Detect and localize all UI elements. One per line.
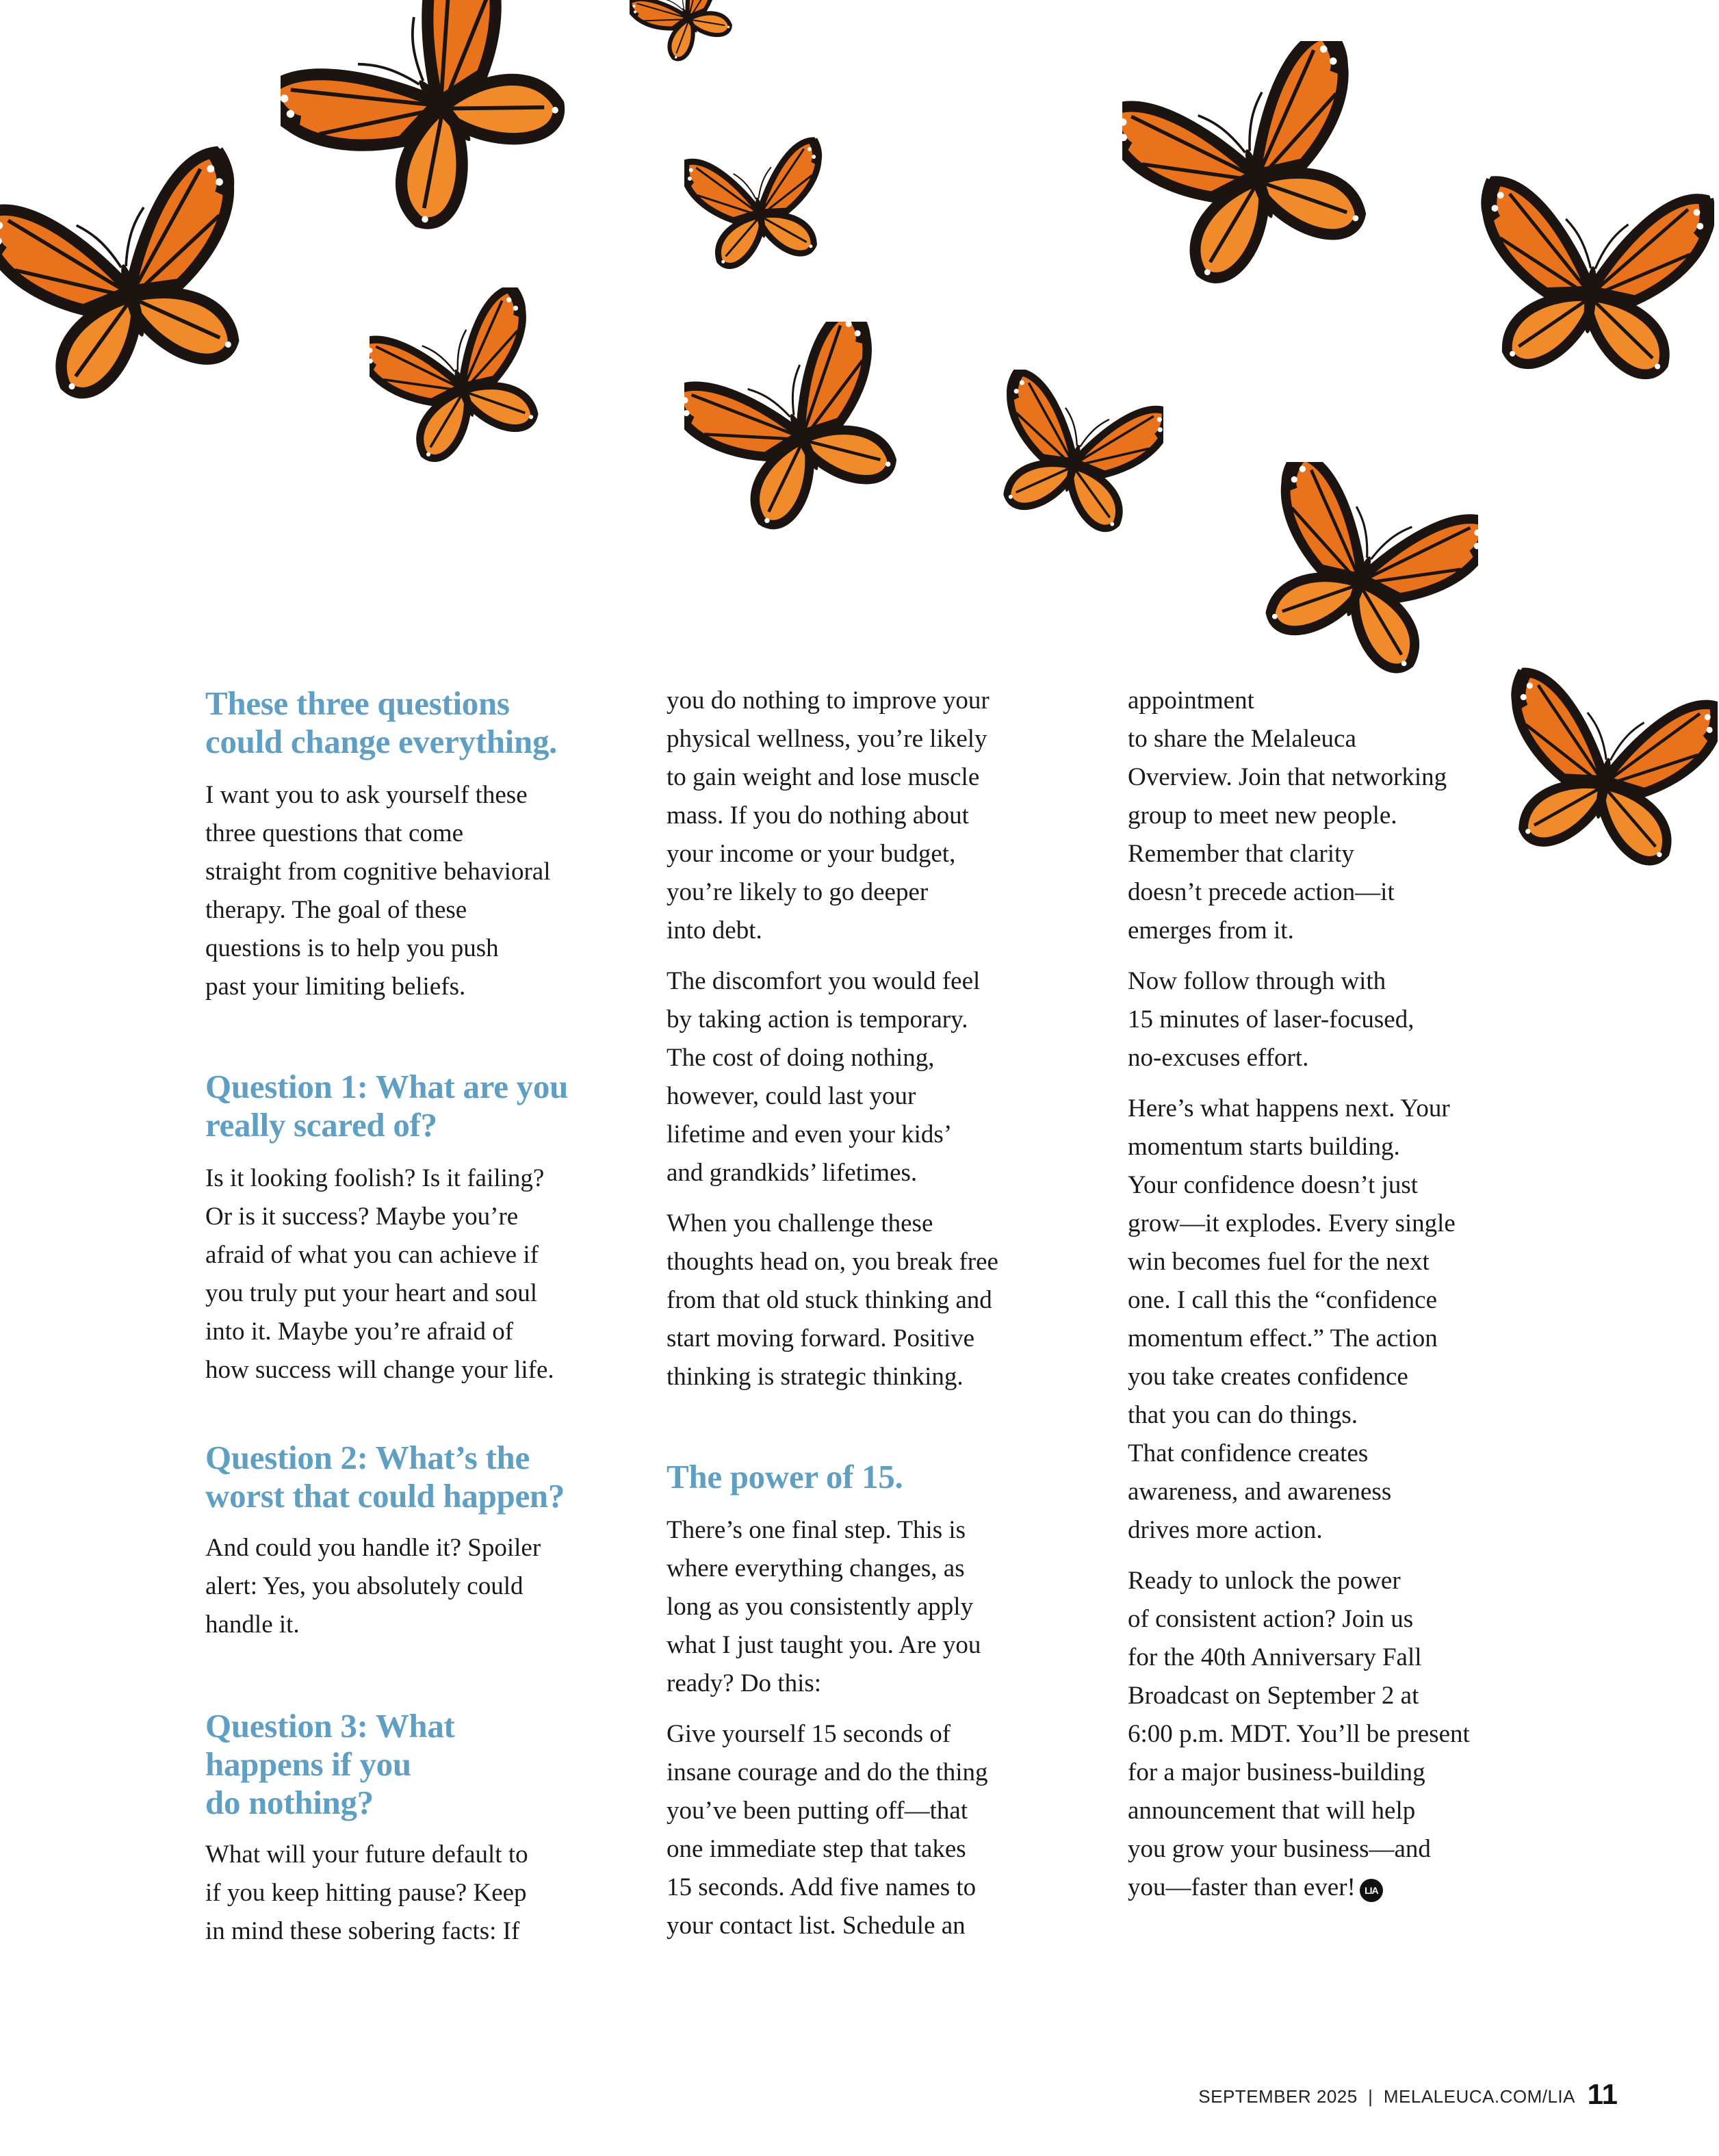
body-paragraph: The discomfort you would feel by taking action is temporary. The cost of doing nothing, however, could last your lifetime and even your kids’ and grandkids’ lifetimes. xyxy=(667,967,981,1187)
body-paragraph: you do nothing to improve your physical wellness, you’re likely to gain weight and lose muscle mass. If you do nothing about your income or your budget, you’re likely to go deeper into debt. xyxy=(667,686,990,945)
closing-paragraph xyxy=(1128,1562,1470,1907)
question-2-heading: Question 2: What’s the worst that could happen? xyxy=(205,1439,565,1515)
article-heading: These three questions could change everything. xyxy=(205,684,558,760)
power-of-15-heading: The power of 15. xyxy=(667,1458,903,1496)
column-2 xyxy=(667,0,1077,2156)
body-paragraph: Now follow through with 15 minutes of laser-focused, no-excuses effort. xyxy=(1128,967,1414,1072)
intro-paragraph: I want you to ask yourself these three questions that come straight from cognitive behavioral therapy. The goal of these questions is to help you push past your limiting beliefs. xyxy=(205,781,551,1001)
closing-text: Ready to unlock the power of consistent action? Join us for the 40th Anniversary Fall Broadcast on September 2 at 6:00 p.m. MDT. You’ll be present for a major business-building announcement that will help you grow your business—and you—faster than ever! xyxy=(1128,1567,1470,1901)
body-paragraph: When you challenge these thoughts head on, you break free from that old stuck thinking and start moving forward. Positive thinking is strategic thinking. xyxy=(667,1209,998,1391)
question-1-body: Is it looking foolish? Is it failing? Or is it success? Maybe you’re afraid of what you can achieve if you truly put your heart and soul into it. Maybe you’re afraid of how success will change your life. xyxy=(205,1164,554,1384)
body-paragraph: Here’s what happens next. Your momentum starts building. Your confidence doesn’t just grow—it explodes. Every single win becomes fuel for the next one. I call this the “confidence momentum effect.” The action you take creates confidence that you can do things. That confidence creates awareness, and awareness drives more action. xyxy=(1128,1094,1456,1544)
column-1 xyxy=(205,0,616,2156)
body-paragraph: appointment to share the Melaleuca Overview. Join that networking group to meet new people. Remember that clarity doesn’t precede action—it emerges from it. xyxy=(1128,686,1447,945)
question-3-heading: Question 3: What happens if you do nothing? xyxy=(205,1707,455,1821)
question-2-body: And could you handle it? Spoiler alert: Yes, you absolutely could handle it. xyxy=(205,1534,541,1639)
body-paragraph: There’s one final step. This is where everything changes, as long as you consistently apply what I just taught you. Are you ready? Do this: xyxy=(667,1516,981,1697)
page-footer xyxy=(1163,2078,1629,2110)
footer-issue-and-url: SEPTEMBER 2025 | MELALEUCA.COM/LIA xyxy=(1198,2086,1575,2107)
column-3 xyxy=(1128,0,1538,2156)
lia-end-mark-icon: LIA xyxy=(1360,1879,1383,1902)
question-3-body: What will your future default to if you keep hitting pause? Keep in mind these sobering facts: If xyxy=(205,1840,528,1945)
page-number: 11 xyxy=(1587,2078,1618,2110)
question-1-heading: Question 1: What are you really scared of? xyxy=(205,1068,569,1144)
body-paragraph: Give yourself 15 seconds of insane courage and do the thing you’ve been putting off—that one immediate step that takes 15 seconds. Add five names to your contact list. Schedule an xyxy=(667,1720,988,1940)
